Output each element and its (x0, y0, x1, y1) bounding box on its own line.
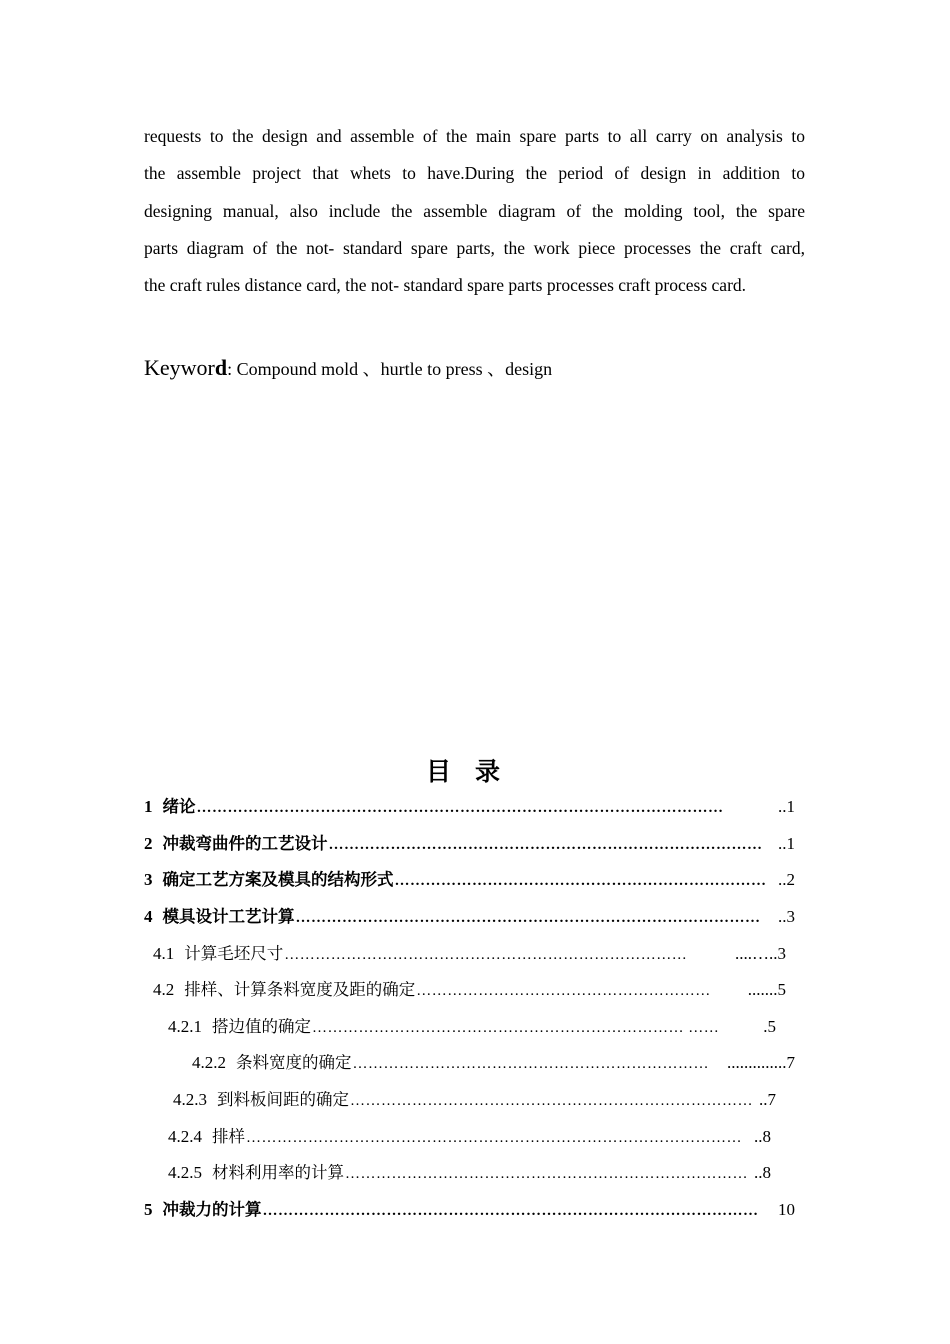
abstract-paragraph (144, 118, 805, 304)
toc-entry-number: 4.2 (153, 980, 175, 999)
toc-entry[interactable] (144, 793, 795, 817)
toc-entry[interactable] (168, 1013, 776, 1037)
toc-entry-title: 搭边值的确定 (212, 1017, 311, 1036)
toc-entry-leader: …………………………………………………………………………………… (262, 1203, 759, 1219)
toc-entry[interactable] (144, 1196, 795, 1220)
toc-entry-leader: …………………………………………………………………………………… (246, 1130, 742, 1146)
keywords-label (144, 355, 227, 380)
toc-entry-title: 条料宽度的确定 (236, 1053, 352, 1072)
toc-entry-number: 4 (144, 907, 153, 926)
toc-entry-title: 计算毛坯尺寸 (184, 944, 284, 963)
toc-entry[interactable] (173, 1086, 776, 1110)
toc-entry-title: 模具设计工艺计算 (162, 907, 295, 926)
toc-entry-page: ..1 (778, 834, 795, 853)
abstract-line: the craft rules distance card, the not- standard spare parts processes craft process card. (144, 275, 747, 296)
keywords-line (144, 355, 552, 381)
toc-entry-leader: ……………………………………………………………………………… (295, 910, 761, 926)
toc-entry[interactable] (153, 976, 786, 1000)
toc-entry-title: 材料利用率的计算 (212, 1163, 344, 1182)
keywords-text: : Compound mold 、hurtle to press 、design (227, 359, 553, 379)
toc-entry-title: 到料板间距的确定 (217, 1090, 349, 1109)
toc-entry-title: 排样 (212, 1127, 245, 1146)
toc-entry[interactable] (168, 1123, 771, 1147)
toc-entry[interactable] (144, 830, 795, 854)
abstract-line: the assemble project that whets to have.During the period of design in addition to (144, 163, 805, 184)
toc-entry-number: 4.2.3 (173, 1090, 207, 1109)
toc-entry[interactable] (153, 940, 786, 964)
toc-entry-number: 4.1 (153, 944, 175, 963)
toc-entry-leader: ………………………………………………………………………………………… (196, 800, 724, 816)
toc-title: 目录 (425, 757, 524, 786)
toc-entry-number: 4.2.2 (192, 1053, 226, 1072)
toc-entry-leader: ……………………………………………………………… (394, 873, 767, 889)
toc-entry-number: 4.2.5 (168, 1163, 202, 1182)
toc-entry[interactable] (144, 866, 795, 890)
toc-entry-number: 2 (144, 834, 153, 853)
toc-entry-page: ..1 (778, 797, 795, 816)
toc-entry-number: 5 (144, 1200, 153, 1219)
toc-entry-title: 排样、计算条料宽度及距的确定 (184, 980, 416, 999)
toc-entry-number: 4.2.1 (168, 1017, 202, 1036)
toc-entry-page: ..8 (754, 1127, 771, 1146)
toc-entry-leader: ………………………………………………… (416, 983, 711, 999)
toc-entry-page: ..2 (778, 870, 795, 889)
toc-entry-title: 绪论 (162, 797, 196, 816)
toc-entry-title: 冲裁力的计算 (162, 1200, 262, 1219)
toc-entry[interactable] (168, 1159, 771, 1183)
toc-entry-page: 10 (778, 1200, 795, 1219)
toc-entry-leader: …………………………………………………………………… (284, 947, 688, 963)
toc-entry-leader: …………………………………………………………………… (345, 1166, 748, 1182)
toc-entry-title: 确定工艺方案及模具的结构形式 (162, 870, 394, 889)
toc-entry-number: 4.2.4 (168, 1127, 202, 1146)
toc-entry-leader: …………………………………………………………… (352, 1056, 709, 1072)
toc-entry[interactable] (144, 903, 795, 927)
toc-entry-leader: ……………………………………………………………… …… (312, 1020, 720, 1036)
abstract-line: designing manual, also include the assemble diagram of the molding tool, the spare (144, 200, 805, 221)
toc-entry-page: ..8 (754, 1163, 771, 1182)
keywords-label-bold: d (214, 355, 228, 380)
abstract-line: parts diagram of the not- standard spare parts, the work piece processes the craft card, (144, 237, 805, 258)
toc-entry-leader: ………………………………………………………………………… (328, 837, 763, 853)
toc-entry-number: 3 (144, 870, 153, 889)
keywords-label-prefix: Keywor (144, 355, 215, 380)
toc-entry-title: 冲裁弯曲件的工艺设计 (162, 834, 328, 853)
toc-entry-leader: …………………………………………………………………… (350, 1093, 753, 1109)
toc-entry[interactable] (192, 1049, 795, 1073)
toc-entry-page: .5 (763, 1017, 776, 1036)
toc-entry-number: 1 (144, 797, 153, 816)
toc-entry-page: ....…..3 (735, 944, 786, 963)
abstract-line: requests to the design and assemble of the main spare parts to all carry on analysis to (144, 126, 805, 146)
toc-entry-page: ..3 (778, 907, 795, 926)
toc-entry-page: ..............7 (727, 1053, 795, 1072)
toc-entry-page: .......5 (747, 980, 786, 999)
toc-entry-page: ..7 (759, 1090, 776, 1109)
